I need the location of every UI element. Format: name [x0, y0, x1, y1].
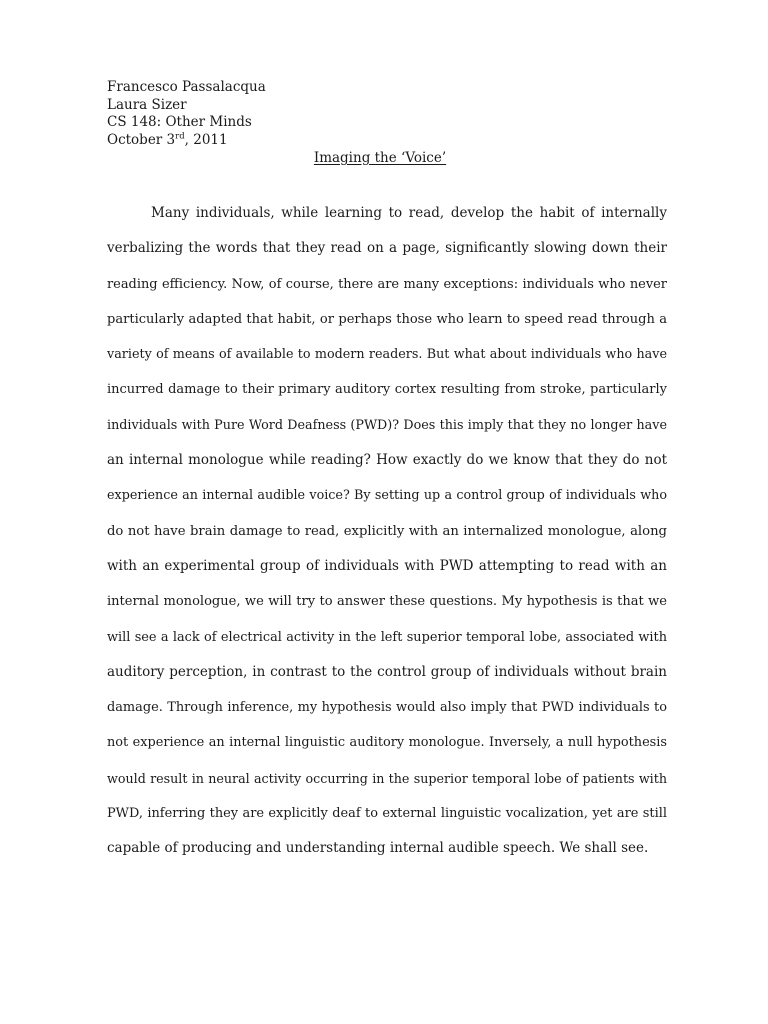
paragraph-line: with an experimental group of individuals with PWD attempting to read with an	[107, 557, 667, 574]
paragraph-line: verbalizing the words that they read on a page, significantly slowing down their	[107, 240, 667, 257]
essay-title-text: Imaging the ‘Voice’	[313, 150, 447, 166]
date-month-day: October 3	[107, 131, 176, 148]
paragraph-line: internal monologue, we will try to answer these questions. My hypothesis is that we	[107, 594, 667, 610]
paragraph-line: experience an internal audible voice? By setting up a control group of individuals who	[107, 488, 667, 504]
author-name: Francesco Passalacqua	[107, 79, 266, 95]
essay-title	[0, 148, 768, 168]
paragraph-line: Many individuals, while learning to read, develop the habit of internally	[151, 205, 667, 221]
paragraph-line: an internal monologue while reading? How exactly do we know that they do not	[107, 452, 667, 469]
paragraph-line: auditory perception, in contrast to the control group of individuals without brain	[107, 663, 667, 680]
paragraph-line: capable of producing and understanding internal audible speech. We shall see.	[107, 840, 649, 857]
paragraph-line: will see a lack of electrical activity in the left superior temporal lobe, associated with	[107, 629, 667, 645]
paragraph-line: individuals with Pure Word Deafness (PWD)? Does this imply that they no longer have	[107, 417, 667, 433]
paragraph-line: would result in neural activity occurring in the superior temporal lobe of patients with	[107, 770, 667, 786]
paragraph-line: reading efficiency. Now, of course, there are many exceptions: individuals who never	[107, 276, 667, 292]
instructor-name: Laura Sizer	[107, 96, 187, 113]
paragraph-line: do not have brain damage to read, explicitly with an internalized monologue, along	[107, 523, 667, 539]
date-year: , 2011	[184, 131, 228, 148]
paragraph-line: damage. Through inference, my hypothesis would also imply that PWD individuals to	[107, 700, 667, 716]
paragraph-line: variety of means of available to modern readers. But what about individuals who have	[107, 347, 667, 363]
date-ordinal-suffix: rd	[175, 131, 185, 141]
heading-block	[107, 79, 266, 149]
date	[107, 132, 266, 150]
paragraph-line: particularly adapted that habit, or perhaps those who learn to speed read through a	[107, 311, 667, 327]
paragraph-line: incurred damage to their primary auditory cortex resulting from stroke, particularly	[107, 382, 667, 398]
paragraph-line: not experience an internal linguistic auditory monologue. Inversely, a null hypothesis	[107, 735, 667, 751]
course-name: CS 148: Other Minds	[107, 114, 252, 130]
paragraph-line: PWD, inferring they are explicitly deaf to external linguistic vocalization, yet are still	[107, 806, 667, 822]
essay-paragraph	[107, 196, 667, 867]
